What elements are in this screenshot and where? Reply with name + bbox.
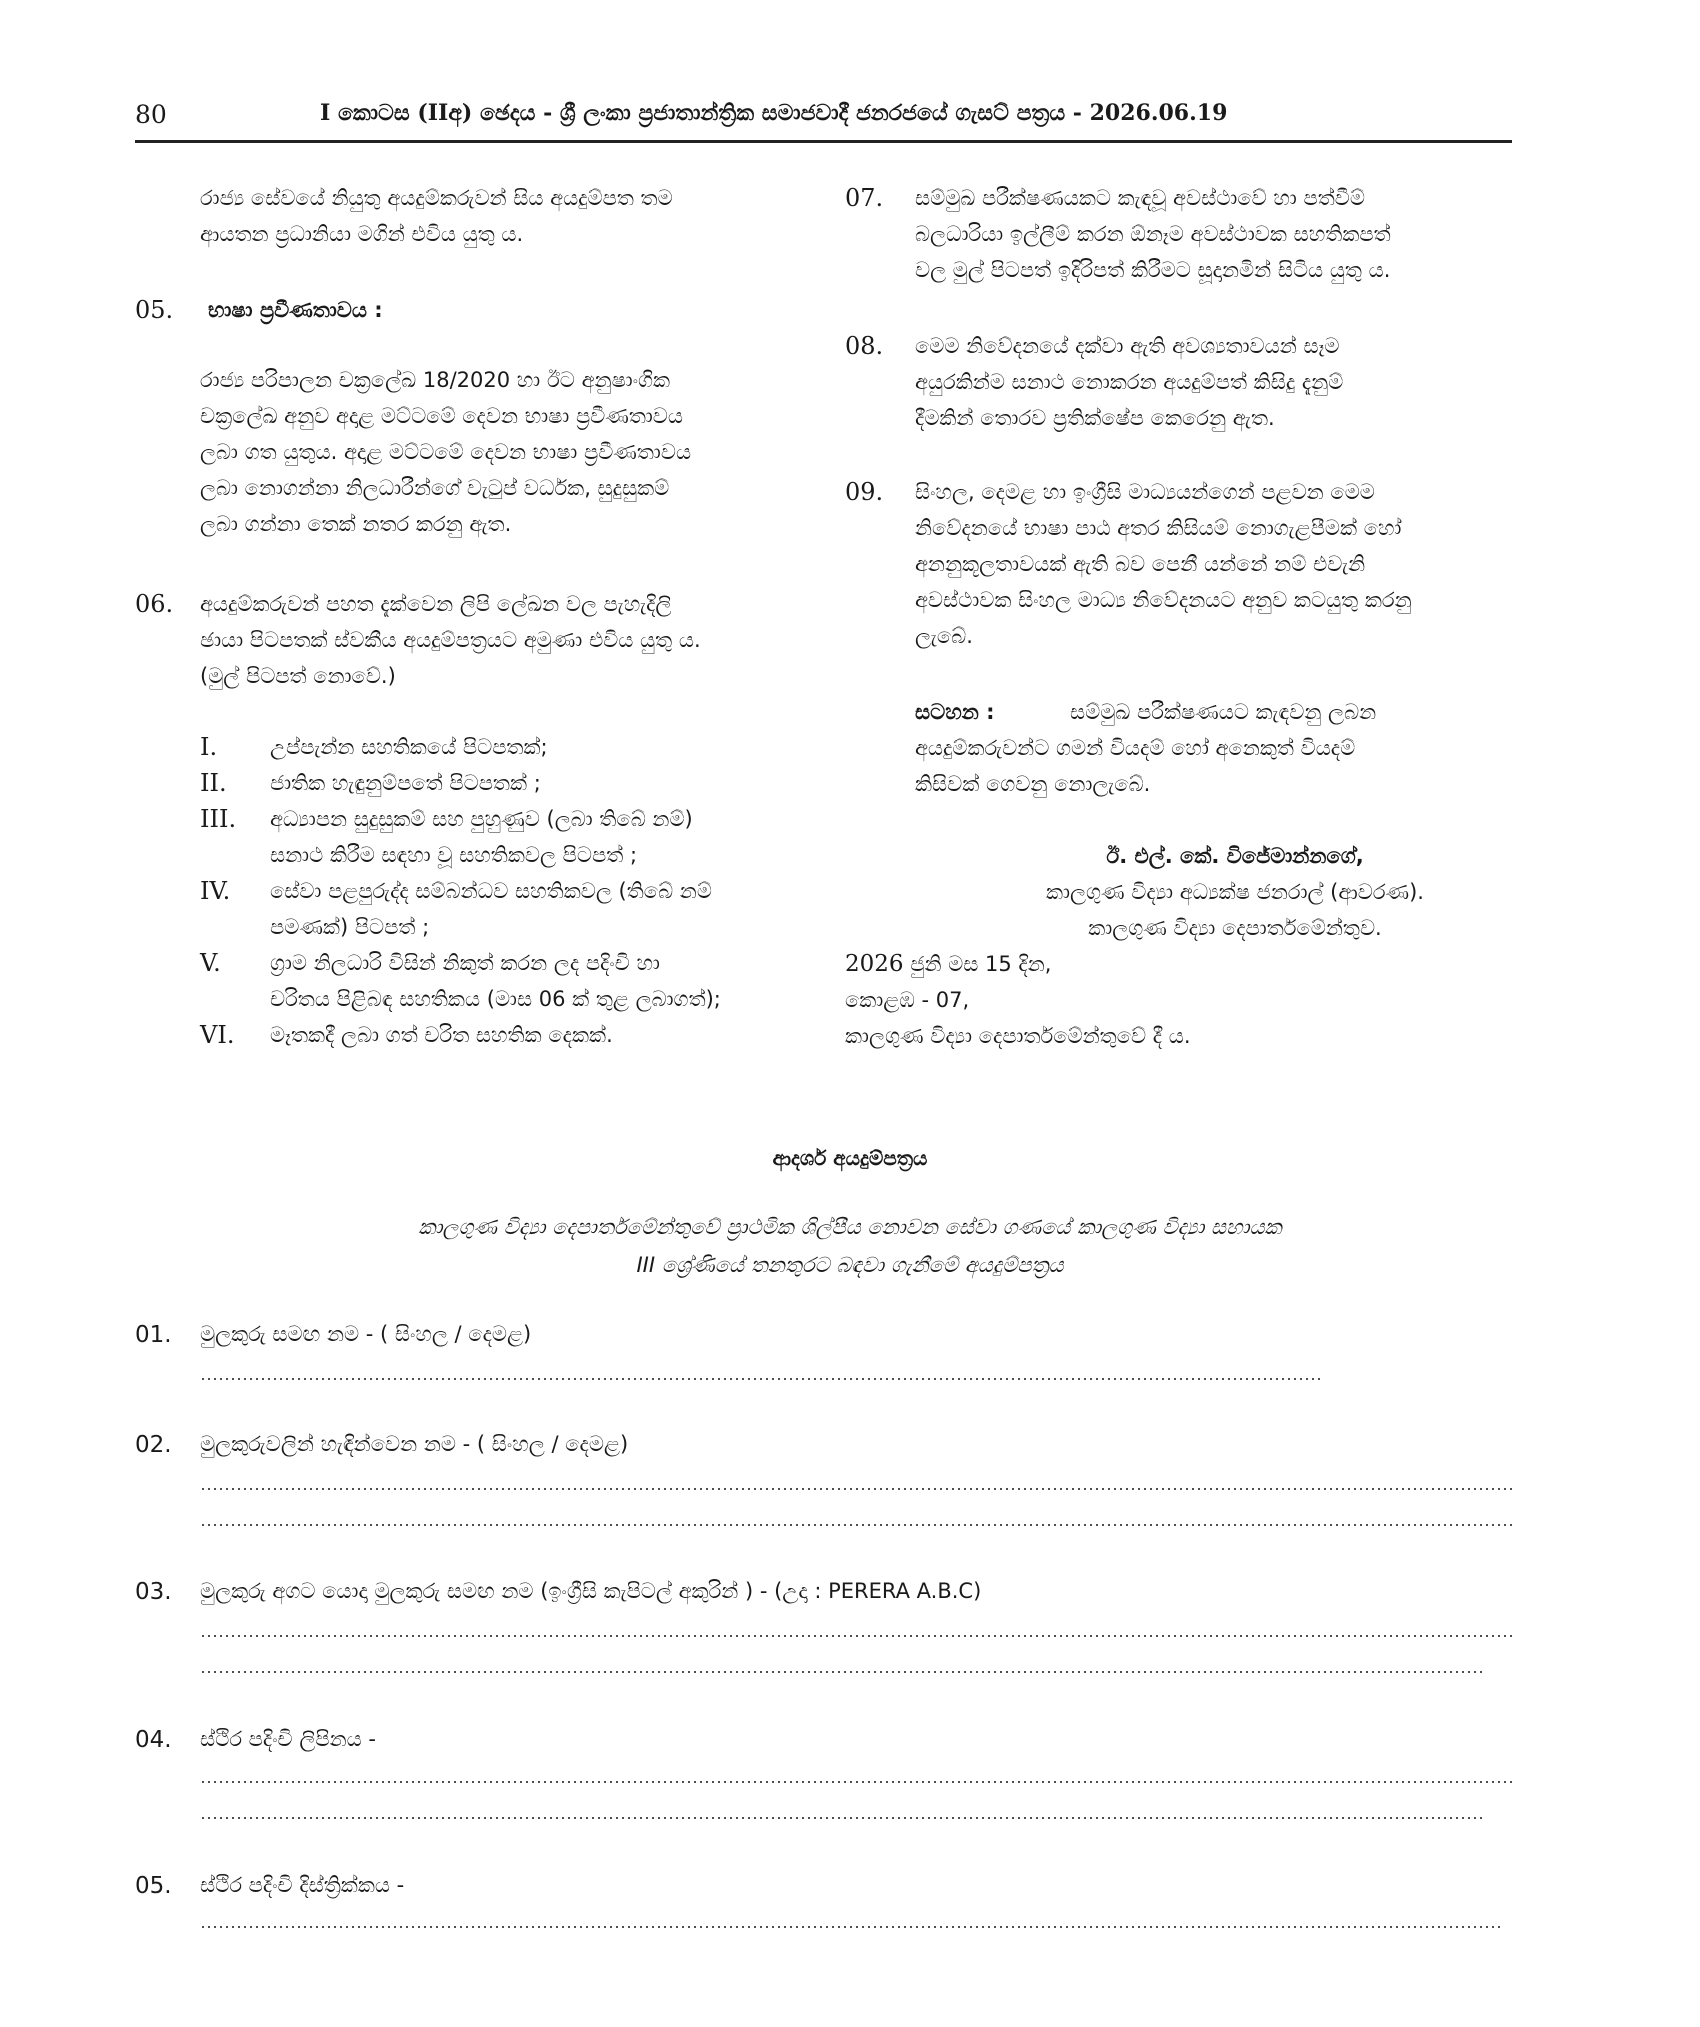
text-line: චක්‍රලේඛ අනුව අදාළ මට්ටමේ දෙවන භාෂා ප්‍රවීණතාවය [200,404,684,428]
list-marker: II. [200,769,227,797]
text-line: ලබා ගන්නා තෙක් නතර කරනු ඇත. [200,512,512,536]
text-line: අනනුකූලතාවයක් ඇති බව පෙනී යන්නේ නම් එවැනි [915,552,1366,576]
signature-block [960,838,1510,946]
list-item [270,873,712,945]
section-heading: භාෂා ප්‍රවීණතාවය : [208,298,383,322]
section-06-paragraph [200,586,810,694]
section-09-paragraph [915,474,1513,654]
fill-in-dotted-line[interactable] [200,1781,1512,1783]
field-number: 01. [135,1322,172,1348]
form-title: ආදර්ශ අයදුම්පත්‍රය [772,1146,928,1170]
list-marker: IV. [200,877,231,905]
section-08-paragraph [915,328,1513,436]
section-number: 05. [135,296,174,324]
text-line: රාජ්‍ය සේවයේ නියුතු අයදුම්කරුවන් සිය අයදුම්පත තම [200,186,673,210]
section-07-paragraph [915,180,1513,288]
text-line: අධ්‍යාපන සුදුසුකම් සහ පුහුණුව (ලබා තිබේ නම්) [270,807,693,831]
list-item [270,801,693,873]
text-line: මෙම නිවේදනයේ දක්වා ඇති අවශ්‍යතාවයන් සෑම [915,334,1340,358]
fill-in-dotted-line[interactable] [200,1524,1512,1526]
text-line: අවස්ථාවක සිංහල මාධ්‍ය නිවේදනයට අනුව කටයුතු කරනු [915,588,1412,612]
field-label: මුලකුරු අගට යොදා මුලකුරු සමඟ නම (ඉංග්‍රීසි කැපිටල් අකුරින් ) - (උදා : PERERA A.B.C) [200,1579,982,1603]
text-line: ලබා ගත යුතුය. අදාළ මට්ටමේ දෙවන භාෂා ප්‍රවීණතාවය [200,440,692,464]
text-line: ආයතන ප්‍රධානියා මගින් එවිය යුතු ය. [200,222,524,246]
text-line: අයුරකින්ම සනාථ නොකරන අයදුම්පත් කිසිදු දැනුම් [915,370,1344,394]
text-line: අයදුම්කරුවන් පහත දැක්වෙන ලිපි ලේඛන වල පැහැදිලි [200,592,672,616]
fill-in-dotted-line[interactable] [200,1635,1512,1637]
signatory-title: කාලගුණ විද්‍යා අධ්‍යක්ෂ ජනරාල් (ආවරණ). [1046,880,1424,904]
dateline [845,946,1505,1054]
field-label: ස්ථිර පදිංචි දිස්ත්‍රික්කය - [200,1873,405,1897]
list-marker: I. [200,733,218,761]
fill-in-dotted-line[interactable] [200,1926,1502,1928]
text-line: වල මුල් පිටපත් ඉදිරිපත් කිරීමට සූදානමින් සිටිය යුතු ය. [915,258,1391,282]
section-number: 08. [845,332,884,360]
date-year: 2026 [845,951,904,977]
fill-in-dotted-line[interactable] [200,1488,1512,1490]
text-line: අයදුම්කරුවන්ට ගමන් වියදම් හෝ අනෙකුත් වියදම් [915,736,1356,760]
section-number: 09. [845,478,884,506]
field-number: 04. [135,1727,172,1753]
list-item: මෑතකදී ලබා ගත් චරිත සහතික දෙකක්. [270,1023,613,1047]
text-line: රාජ්‍ය පරිපාලන චක්‍රලේඛ 18/2020 හා ඊට අනුෂාංගික [200,368,671,392]
note-label [915,694,1055,730]
field-number: 03. [135,1579,172,1605]
list-marker: V. [200,949,221,977]
note-label-text: සටහන : [915,700,995,724]
signatory-department: කාලගුණ විද්‍යා දෙපාර්තමේන්තුව. [1088,916,1382,940]
header-rule [135,140,1512,143]
field-label: ස්ථිර පදිංචි ලිපිනය - [200,1727,376,1751]
text-line: ඡායා පිටපතක් ස්වකීය අයදුම්පත්‍රයට අමුණා එවිය යුතු ය. [200,628,701,652]
text-line: සනාථ කිරීම සඳහා වූ සහතිකවල පිටපත් ; [270,843,638,867]
text-line: ලැබේ. [915,624,973,648]
fill-in-dotted-line[interactable] [200,1671,1484,1673]
text-line: සිංහල, දෙමළ හා ඉංග්‍රීසි මාධ්‍යයන්ගෙන් පළවන මෙම [915,480,1375,504]
fill-in-dotted-line[interactable] [200,1378,1322,1380]
field-label: මුලකුරු සමඟ නම - ( සිංහල / දෙමළ) [200,1322,532,1346]
text-line: බලධාරියා ඉල්ලීම් කරන ඕනෑම අවස්ථාවක සහතිකපත් [915,222,1391,246]
note-line-first: සම්මුඛ පරීක්ෂණයට කැඳවනු ලබන [1070,700,1377,724]
list-item: උප්පැන්න සහතිකයේ පිටපතක්; [270,735,548,759]
text-line: චරිතය පිළිබඳ සහතිකය (මාස 06 ක් තුළ ලබාගත්); [270,987,721,1011]
text-line: ග්‍රාම නිලධාරි විසින් නිකුත් කරන ලද පදිංචි හා [270,951,660,975]
date-city: කොළඹ - 07, [845,988,970,1012]
text-line: කිසිවක් ගෙවනු නොලැබේ. [915,772,1151,796]
text-line: සම්මුඛ පරීක්ෂණයකට කැඳවූ අවස්ථාවේ හා පත්වීම් [915,186,1365,210]
date-place: කාලගුණ විද්‍යා දෙපාර්තමේන්තුවේ දී ය. [845,1024,1191,1048]
text-line: පමණක්) පිටපත් ; [270,915,430,939]
note-paragraph [915,730,1513,802]
field-number: 05. [135,1873,172,1899]
text-line: දීමකින් තොරව ප්‍රතික්ෂේප කෙරෙනු ඇත. [915,406,1275,430]
signatory-name: ඊ. එල්. කේ. විජේමාන්නගේ, [1106,844,1364,868]
page-number: 80 [135,100,167,129]
list-item [270,945,721,1017]
text-line: නිවේදනයේ භාෂා පාඨ අතර කිසියම් නොගැළපීමක් හෝ [915,516,1402,540]
section-05-paragraph [200,362,810,542]
text-line: සේවා පළපුරුද්ද සම්බන්ධව සහතිකවල (තිබේ නම් [270,879,712,903]
date-rest: ජුනි මස 15 දින, [903,952,1052,976]
form-subtitle: III ශ්‍රේණියේ තනතුරට බඳවා ගැනීමේ අයදුම්පත්‍රය [636,1253,1064,1277]
list-item: ජාතික හැඳුනුම්පතේ පිටපතක් ; [270,771,541,795]
field-label: මුලකුරුවලින් හැඳින්වෙන නම - ( සිංහල / දෙමළ) [200,1432,629,1456]
date-line [845,946,1505,982]
text-line: ලබා නොගන්නා නිලධාරීන්ගේ වැටුප් වර්ධක, සුදුසුකම් [200,476,670,500]
list-marker: VI. [200,1021,235,1049]
page-header-title: I කොටස (IIඅ) ඡෙදය - ශ්‍රී ලංකා ප්‍රජාතාන්ත්‍රික සමාජවාදී ජනරජයේ ගැසට් පත්‍රය - 2026.06.19 [320,100,1228,126]
text-line: (මුල් පිටපත් නොවේ.) [200,664,396,688]
section-number: 07. [845,184,884,212]
field-number: 02. [135,1432,172,1458]
form-subtitle: කාලගුණ විද්‍යා දෙපාර්තමේන්තුවේ ප්‍රාථමික ශිල්පීය නොවන සේවා ගණයේ කාලගුණ විද්‍යා සහායක [418,1215,1282,1239]
section-number: 06. [135,590,174,618]
intro-paragraph [200,180,810,252]
list-marker: III. [200,805,237,833]
fill-in-dotted-line[interactable] [200,1817,1484,1819]
